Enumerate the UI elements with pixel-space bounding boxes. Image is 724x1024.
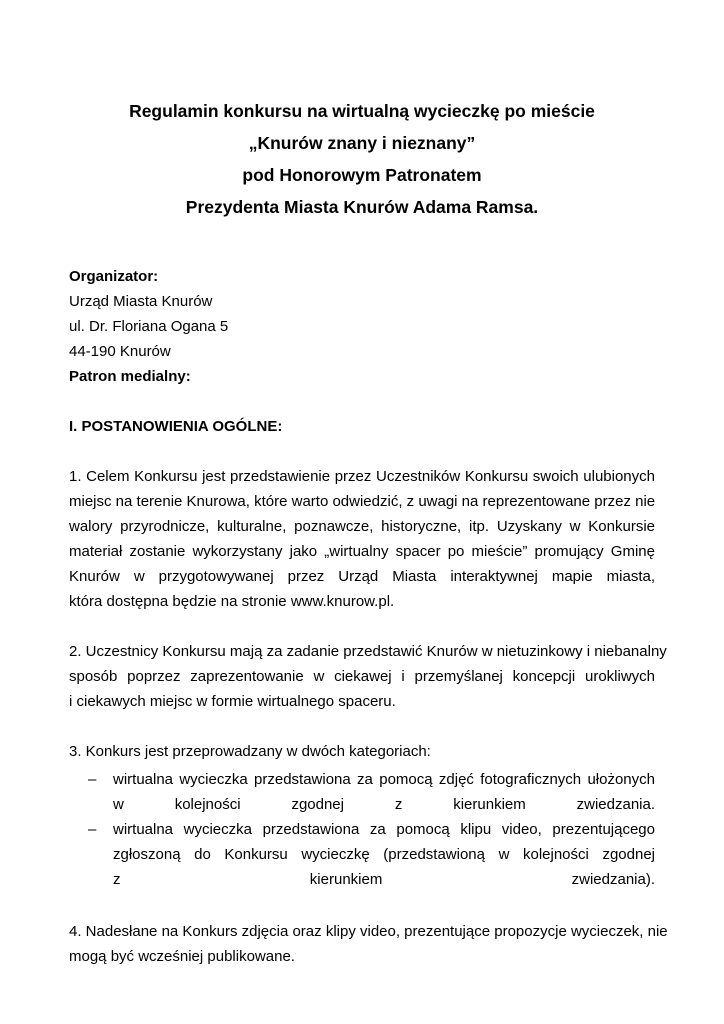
- bullet-2-line: z kierunkiem zwiedzania).: [113, 871, 655, 888]
- paragraph-1-line: walory przyrodnicze, kulturalne, poznawcze, historyczne, itp. Uzyskany w Konkursie: [69, 518, 655, 535]
- paragraph-2-line: sposób poprzez zaprezentowanie w ciekawej i przemyślanej koncepcji urokliwych: [69, 668, 655, 685]
- bullet-1-line: w kolejności zgodnej z kierunkiem zwiedzania.: [113, 796, 655, 813]
- organizer-street: ul. Dr. Floriana Ogana 5: [69, 318, 229, 335]
- organizer-name: Urząd Miasta Knurów: [69, 293, 213, 310]
- paragraph-1-line: która dostępna będzie na stronie www.knurow.pl.: [69, 593, 395, 610]
- document-title-line-2: „Knurów znany i nieznany”: [248, 133, 476, 153]
- bullet-2-line: wirtualna wycieczka przedstawiona za pomocą klipu video, prezentującego: [113, 821, 655, 838]
- bullet-2-line: zgłoszoną do Konkursu wycieczkę (przedstawioną w kolejności zgodnej: [113, 846, 655, 863]
- paragraph-4-line: 4. Nadesłane na Konkurs zdjęcia oraz klipy video, prezentujące propozycje wycieczek, nie: [69, 923, 668, 940]
- bullet-dash: –: [88, 771, 97, 788]
- section-heading: I. POSTANOWIENIA OGÓLNE:: [69, 418, 283, 435]
- paragraph-1-line: 1. Celem Konkursu jest przedstawienie przez Uczestników Konkursu swoich ulubionych: [69, 468, 655, 485]
- document-title-line-3: pod Honorowym Patronatem: [242, 165, 482, 185]
- document-title-line-4: Prezydenta Miasta Knurów Adama Ramsa.: [185, 197, 539, 217]
- media-patron-label: Patron medialny:: [69, 368, 191, 385]
- paragraph-1-line: Knurów w przygotowywanej przez Urząd Miasta interaktywnej mapie miasta,: [69, 568, 655, 585]
- paragraph-1-line: miejsc na terenie Knurowa, które warto odwiedzić, z uwagi na reprezentowane przez nie: [69, 493, 656, 510]
- paragraph-1-line: materiał zostanie wykorzystany jako „wirtualny spacer po mieście” promujący Gminę: [69, 543, 655, 560]
- document-title-line-1: Regulamin konkursu na wirtualną wycieczkę po mieście: [129, 101, 595, 121]
- bullet-1-line: wirtualna wycieczka przedstawiona za pomocą zdjęć fotograficznych ułożonych: [113, 771, 655, 788]
- paragraph-4-line: mogą być wcześniej publikowane.: [69, 948, 295, 965]
- paragraph-2-line: i ciekawych miejsc w formie wirtualnego spaceru.: [69, 693, 396, 710]
- paragraph-2-line: 2. Uczestnicy Konkursu mają za zadanie przedstawić Knurów w nietuzinkowy i niebanalny: [69, 643, 667, 660]
- paragraph-3-intro: 3. Konkurs jest przeprowadzany w dwóch kategoriach:: [69, 743, 431, 760]
- bullet-dash: –: [88, 821, 97, 838]
- organizer-city: 44-190 Knurów: [69, 343, 171, 360]
- organizer-label: Organizator:: [69, 268, 159, 285]
